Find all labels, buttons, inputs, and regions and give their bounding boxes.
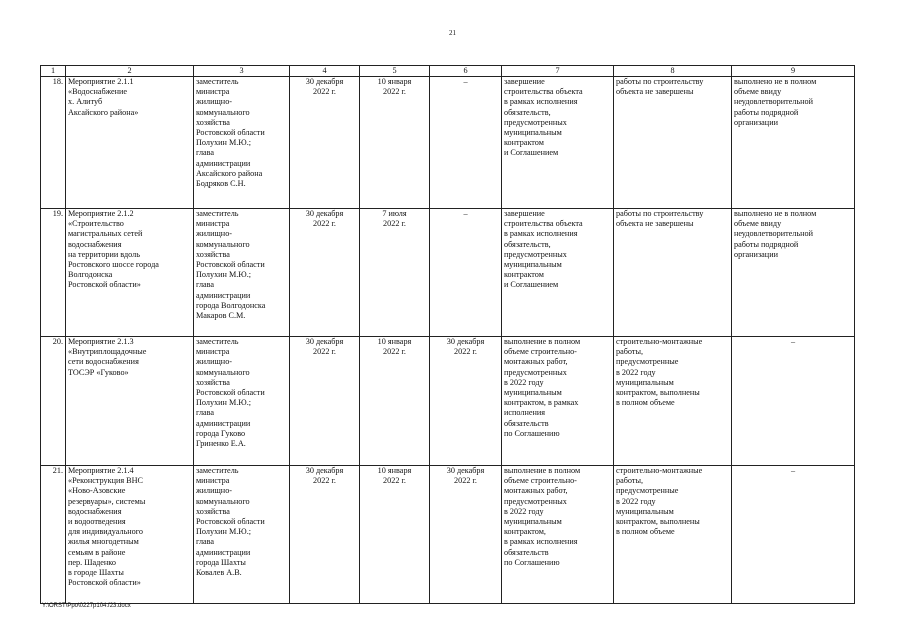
row-number: 21. [41, 466, 66, 604]
plan-date-cell: 30 декабря 2022 г. [290, 337, 360, 466]
row-number: 18. [41, 77, 66, 209]
plan-date-cell: 30 декабря 2022 г. [290, 77, 360, 209]
table-row [41, 337, 855, 466]
header-cell: 3 [194, 66, 290, 77]
responsible-cell: заместитель министра жилищно- коммунального хозяйства Ростовской области Полухин М.Ю.; глава администрации Аксайского района Бодряков С.Н. [194, 77, 290, 209]
footer-file-path: Y:\ORST\Ppo\0227p104.f23.docx [42, 603, 131, 609]
actual-date-cell: – [430, 209, 502, 337]
planned-result-cell: завершение строительства объекта в рамках исполнения обязательств, предусмотренных муниципальным контрактом и Соглашением [502, 209, 614, 337]
row-number: 20. [41, 337, 66, 466]
header-cell: 1 [41, 66, 66, 77]
plan-date-cell: 30 декабря 2022 г. [290, 466, 360, 604]
problems-cell: выполнено не в полном объеме ввиду неудовлетворительной работы подрядной организации [732, 209, 855, 337]
problems-cell: – [732, 337, 855, 466]
responsible-cell: заместитель министра жилищно- коммунального хозяйства Ростовской области Полухин М.Ю.; глава администрации города Гуково Гриненко Е.А. [194, 337, 290, 466]
planned-result-cell: выполнение в полном объеме строительно- монтажных работ, предусмотренных в 2022 году муниципальным контрактом, в рамках исполнения обязательств по Соглашению [502, 466, 614, 604]
activity-cell: Мероприятие 2.1.1 «Водоснабжение х. Алитуб Аксайского района» [66, 77, 194, 209]
plan-date-cell: 30 декабря 2022 г. [290, 209, 360, 337]
report-table [40, 65, 855, 604]
header-cell: 6 [430, 66, 502, 77]
start-date-cell: 10 января 2022 г. [360, 77, 430, 209]
responsible-cell: заместитель министра жилищно- коммунального хозяйства Ростовской области Полухин М.Ю.; глава администрации города Шахты Ковалев А.В. [194, 466, 290, 604]
actual-result-cell: работы по строительству объекта не завершены [614, 77, 732, 209]
table-row [41, 209, 855, 337]
planned-result-cell: выполнение в полном объеме строительно- монтажных работ, предусмотренных в 2022 году муниципальным контрактом, в рамках исполнения обязательств по Соглашению [502, 337, 614, 466]
table-row [41, 77, 855, 209]
activity-cell: Мероприятие 2.1.2 «Строительство магистральных сетей водоснабжения на территории вдоль Ростовского шоссе города Волгодонска Ростовской области» [66, 209, 194, 337]
header-cell: 5 [360, 66, 430, 77]
actual-result-cell: строительно-монтажные работы, предусмотренные в 2022 году муниципальным контрактом, выполнены в полном объеме [614, 337, 732, 466]
start-date-cell: 10 января 2022 г. [360, 466, 430, 604]
header-cell: 4 [290, 66, 360, 77]
start-date-cell: 7 июля 2022 г. [360, 209, 430, 337]
page-number: 21 [449, 29, 456, 37]
activity-cell: Мероприятие 2.1.4 «Реконструкция ВНС «Ново-Азовские резервуары», системы водоснабжения и водоотведения для индивидуального жилья многодетным семьям в районе пер. Шаденко в городе Шахты Ростовской области» [66, 466, 194, 604]
actual-result-cell: строительно-монтажные работы, предусмотренные в 2022 году муниципальным контрактом, выполнены в полном объеме [614, 466, 732, 604]
column-number-header [41, 66, 855, 77]
activity-cell: Мероприятие 2.1.3 «Внутриплощадочные сети водоснабжения ТОСЭР «Гуково» [66, 337, 194, 466]
header-cell: 7 [502, 66, 614, 77]
problems-cell: выполнено не в полном объеме ввиду неудовлетворительной работы подрядной организации [732, 77, 855, 209]
actual-date-cell: 30 декабря 2022 г. [430, 337, 502, 466]
start-date-cell: 10 января 2022 г. [360, 337, 430, 466]
planned-result-cell: завершение строительства объекта в рамках исполнения обязательств, предусмотренных муниципальным контрактом и Соглашением [502, 77, 614, 209]
actual-date-cell: 30 декабря 2022 г. [430, 466, 502, 604]
responsible-cell: заместитель министра жилищно- коммунального хозяйства Ростовской области Полухин М.Ю.; глава администрации города Волгодонска Макаров С.М. [194, 209, 290, 337]
problems-cell: – [732, 466, 855, 604]
table-row [41, 466, 855, 604]
header-cell: 2 [66, 66, 194, 77]
header-cell: 8 [614, 66, 732, 77]
header-cell: 9 [732, 66, 855, 77]
actual-date-cell: – [430, 77, 502, 209]
actual-result-cell: работы по строительству объекта не завершены [614, 209, 732, 337]
row-number: 19. [41, 209, 66, 337]
